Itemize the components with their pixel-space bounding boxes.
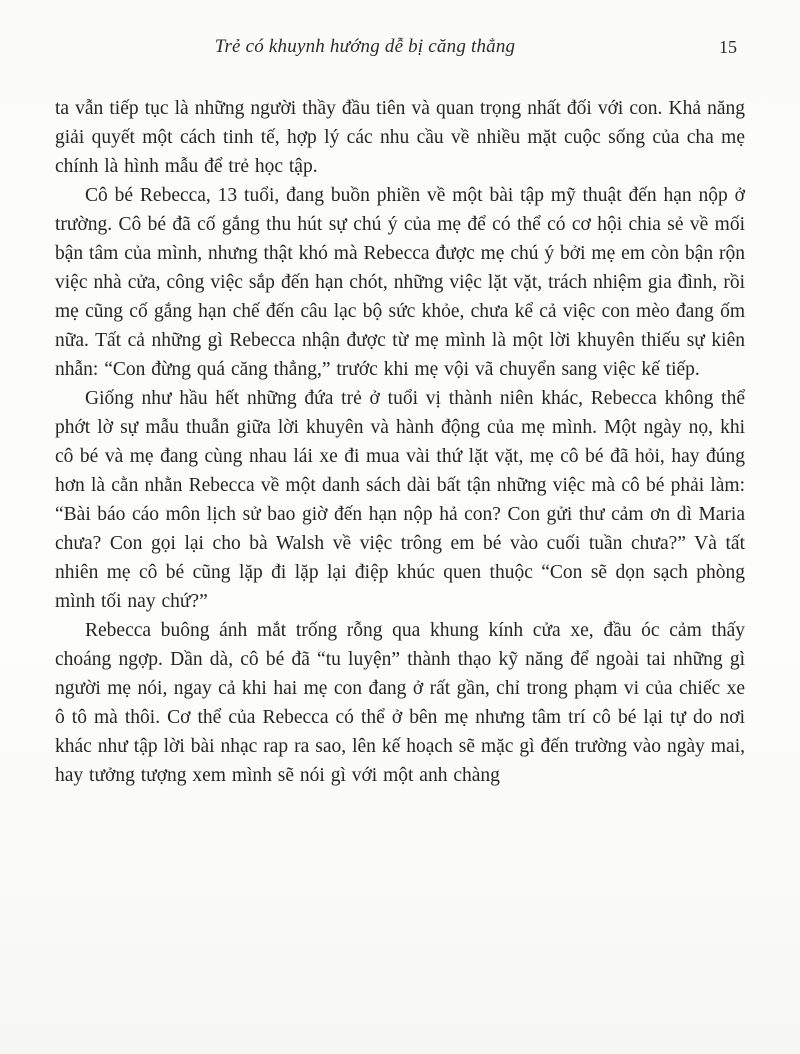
paragraph-1: ta vẫn tiếp tục là những người thầy đầu tiên và quan trọng nhất đối với con. Khả năng giải quyết một cách tinh tế, hợp lý các nhu cầu về nhiều mặt cuộc sống của cha mẹ chính là hình mẫu để trẻ học tập. xyxy=(55,98,745,177)
page-header xyxy=(55,36,745,66)
running-title: Trẻ có khuynh hướng dễ bị căng thẳng xyxy=(214,36,516,57)
page-content xyxy=(55,94,745,790)
paragraph-4: Rebecca buông ánh mắt trống rỗng qua khung kính cửa xe, đầu óc cảm thấy choáng ngợp. Dần dà, cô bé đã “tu luyện” thành thạo kỹ năng để ngoài tai những gì người mẹ nói, ngay cả khi hai mẹ con đang ở rất gần, chỉ trong phạm vi của chiếc xe ô tô mà thôi. Cơ thể của Rebecca có thể ở bên mẹ nhưng tâm trí cô bé lại tự do nơi khác như tập lời bài nhạc rap ra sao, lên kế hoạch sẽ mặc gì đến trường vào ngày mai, hay tưởng tượng xem mình sẽ nói gì với một anh chàng xyxy=(55,620,745,786)
page-number: 15 xyxy=(719,37,737,57)
paragraph-2: Cô bé Rebecca, 13 tuổi, đang buồn phiền về một bài tập mỹ thuật đến hạn nộp ở trường. Cô bé đã cố gắng thu hút sự chú ý của mẹ để có thể có cơ hội chia sẻ về mối bận tâm của mình, nhưng thật khó mà Rebecca được mẹ chú ý bởi mẹ em còn bận rộn việc nhà cửa, công việc sắp đến hạn chót, những việc lặt vặt, trách nhiệm gia đình, rồi mẹ cũng cố gắng hạn chế đến câu lạc bộ sức khỏe, chưa kể cả việc con mèo đang ốm nữa. Tất cả những gì Rebecca nhận được từ mẹ mình là một lời khuyên thiếu sự kiên nhẫn: “Con đừng quá căng thẳng,” trước khi mẹ vội vã chuyển sang việc kế tiếp. xyxy=(55,185,745,380)
paragraph-3: Giống như hầu hết những đứa trẻ ở tuổi vị thành niên khác, Rebecca không thể phớt lờ sự mẫu thuẫn giữa lời khuyên và hành động của mẹ mình. Một ngày nọ, khi cô bé và mẹ đang cùng nhau lái xe đi mua vài thứ lặt vặt, mẹ cô bé đã hỏi, hay đúng hơn là cằn nhằn Rebecca về một danh sách dài bất tận những việc mà cô bé phải làm: “Bài báo cáo môn lịch sử bao giờ đến hạn nộp hả con? Con gửi thư cảm ơn dì Maria chưa? Con gọi lại cho bà Walsh về việc trông em bé vào cuối tuần chưa?” Và tất nhiên mẹ cô bé cũng lặp đi lặp lại điệp khúc quen thuộc “Con sẽ dọn sạch phòng mình tối nay chứ?” xyxy=(55,388,745,612)
